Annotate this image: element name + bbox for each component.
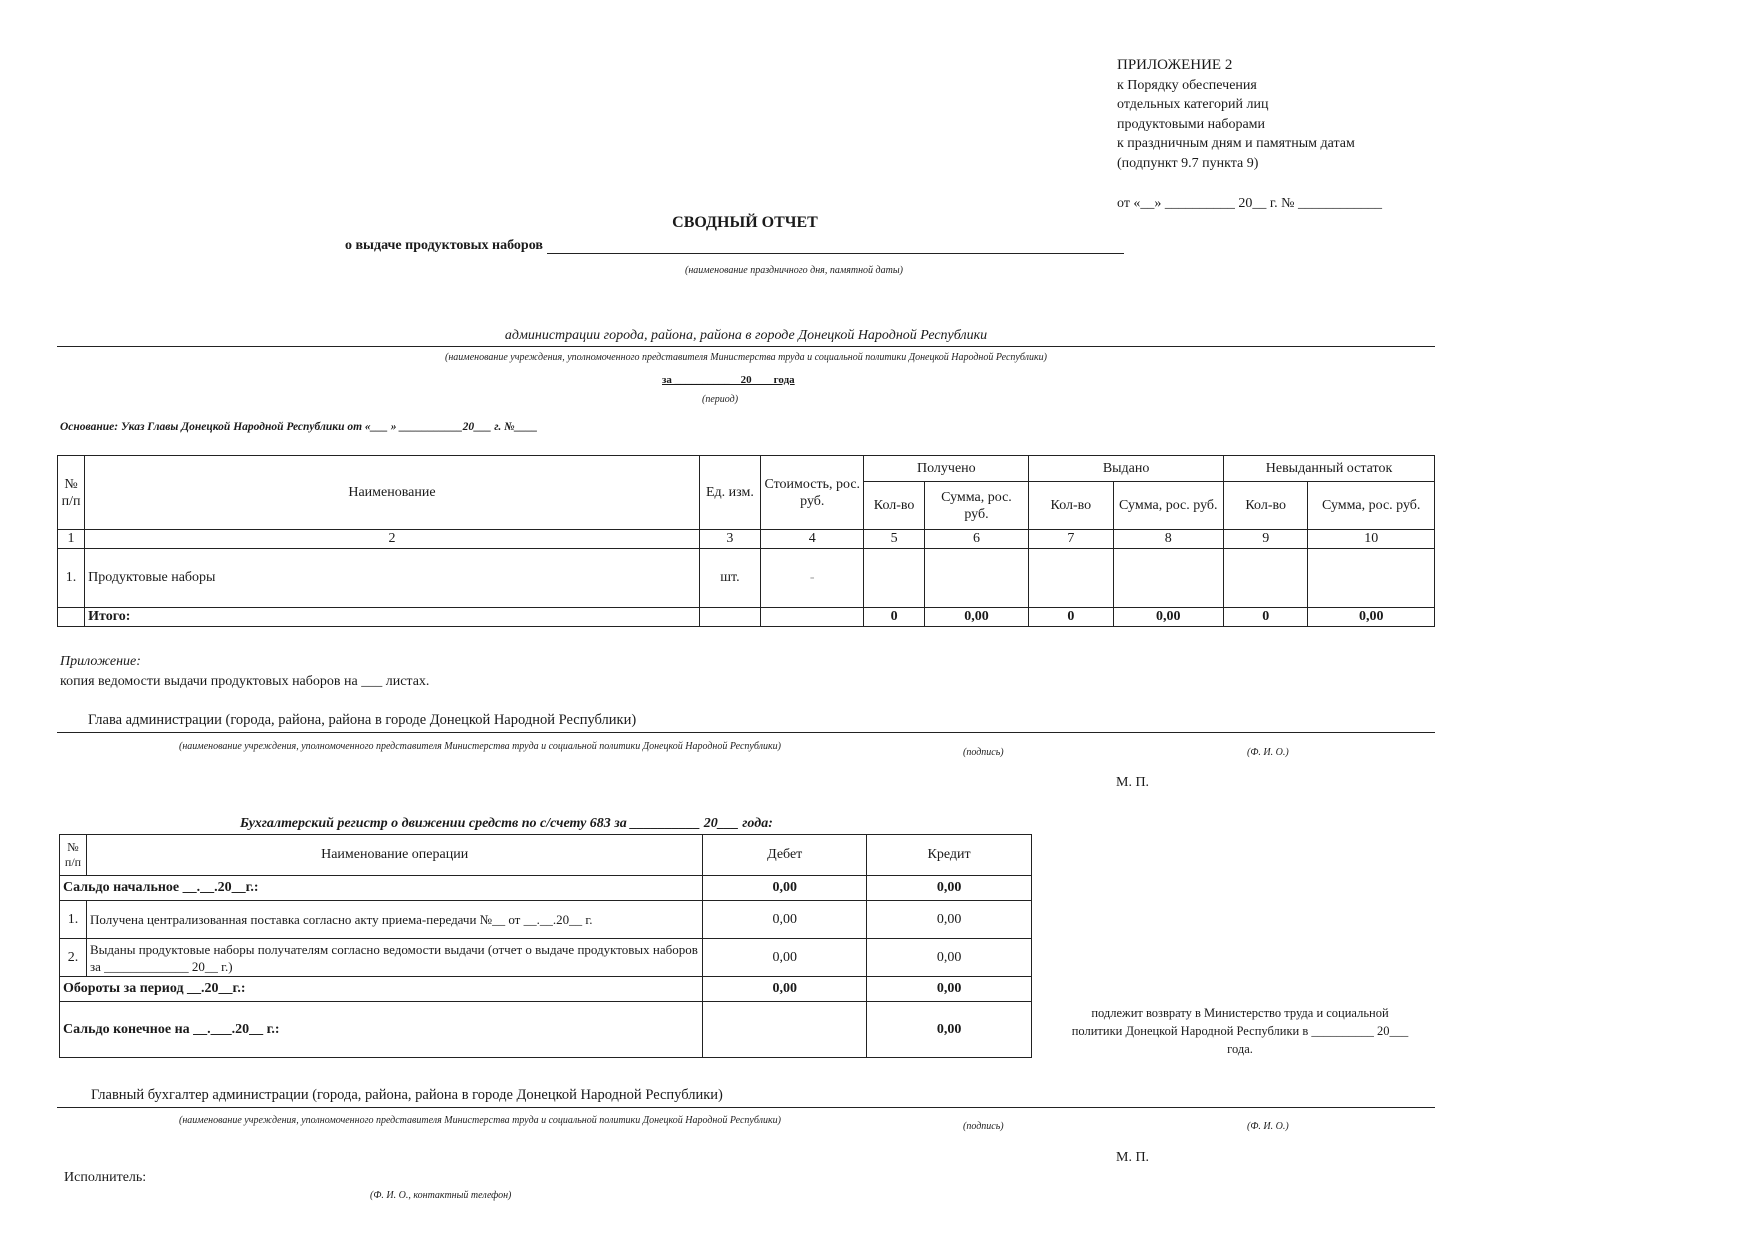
accountant-fio-hint: (Ф. И. О.)	[1247, 1121, 1289, 1132]
column-number-row	[58, 530, 1435, 549]
appendix-line: к Порядку обеспечения	[1117, 77, 1257, 93]
table-row	[58, 549, 1435, 608]
ledger-header-num: № п/п	[60, 835, 87, 876]
appendix-line: к праздничным дням и памятным датам	[1117, 136, 1355, 151]
header-received-sum: Сумма, рос. руб.	[924, 482, 1028, 530]
row-remaining-qty[interactable]	[1224, 549, 1308, 608]
executor-label: Исполнитель:	[64, 1170, 147, 1185]
ledger-table	[59, 834, 1032, 1058]
basis-line: Основание: Указ Главы Донецкой Народной Республики от «___ » ___________20___ г. №____	[60, 421, 538, 433]
header-issued-qty: Кол-во	[1029, 482, 1113, 530]
accountant-signature-block	[57, 1087, 1435, 1108]
table-row	[60, 939, 1032, 977]
table-row	[60, 901, 1032, 939]
row-unit: шт.	[699, 549, 760, 608]
total-received-qty: 0	[864, 608, 924, 627]
col-number: 3	[699, 530, 760, 549]
row-issued-qty[interactable]	[1029, 549, 1113, 608]
total-row	[58, 608, 1435, 627]
header-remaining-sum: Сумма, рос. руб.	[1308, 482, 1435, 530]
opening-label: Сальдо начальное __.__.20__г.:	[60, 876, 703, 901]
appendix-line: отдельных категорий лиц	[1117, 97, 1269, 112]
col-number: 6	[924, 530, 1028, 549]
ledger-header-operation: Наименование операции	[86, 835, 702, 876]
head-sign-hint: (подпись)	[963, 747, 1004, 758]
closing-label: Сальдо конечное на __.___.20__ г.:	[60, 1002, 703, 1058]
turnover-debit: 0,00	[703, 977, 867, 1002]
period-line: за __________ 20 года	[662, 374, 795, 386]
admin-hint: (наименование учреждения, уполномоченного представителя Министерства труда и социальной политики Донецкой Народной Республики)	[445, 352, 1047, 363]
ledger-row-credit[interactable]: 0,00	[867, 901, 1032, 939]
return-note-line: политики Донецкой Народной Республики в __________ 20___	[1071, 1024, 1409, 1038]
col-number: 2	[85, 530, 700, 549]
ledger-row-num: 1.	[60, 901, 87, 939]
accountant-stamp: М. П.	[1116, 1150, 1150, 1165]
header-received-qty: Кол-во	[864, 482, 924, 530]
report-subtitle	[345, 238, 1124, 254]
holiday-name-field[interactable]	[547, 239, 1124, 254]
header-received: Получено	[864, 456, 1029, 482]
ledger-turnover-row	[60, 977, 1032, 1002]
opening-debit: 0,00	[703, 876, 867, 901]
ledger-row-operation: Получена централизованная поставка согласно акту приема-передачи №__ от __.__.20__ г.	[86, 901, 702, 939]
appendix-note-label: Приложение:	[60, 654, 141, 669]
col-number: 5	[864, 530, 924, 549]
accountant-signature-title: Главный бухгалтер администрации (города, района, района в городе Донецкой Народной Республики)	[57, 1087, 1435, 1108]
ledger-row-operation: Выданы продуктовые наборы получателям согласно ведомости выдачи (отчет о выдаче продуктовых наборов за _____________ 20__ г.)	[86, 939, 702, 977]
total-unit	[699, 608, 760, 627]
opening-credit: 0,00	[867, 876, 1032, 901]
row-received-qty[interactable]	[864, 549, 924, 608]
head-fio-hint: (Ф. И. О.)	[1247, 747, 1289, 758]
head-stamp: М. П.	[1116, 775, 1150, 790]
appendix-line: продуктовыми наборами	[1117, 116, 1266, 132]
total-issued-qty: 0	[1029, 608, 1113, 627]
appendix-note	[60, 652, 429, 692]
row-issued-sum[interactable]	[1113, 549, 1223, 608]
summary-table	[57, 455, 1435, 627]
head-signature-block	[57, 712, 1435, 733]
return-note	[1030, 1004, 1450, 1058]
row-cost[interactable]: -	[761, 549, 864, 608]
head-signature-title: Глава администрации (города, района, района в городе Донецкой Народной Республики)	[57, 712, 1435, 733]
total-label: Итого:	[85, 608, 700, 627]
report-title: СВОДНЫЙ ОТЧЕТ	[672, 214, 818, 231]
report-subtitle-text: о выдаче продуктовых наборов	[345, 238, 543, 253]
return-note-line: подлежит возврату в Министерство труда и социальной	[1091, 1006, 1389, 1020]
row-num: 1.	[58, 549, 85, 608]
header-cost: Стоимость, рос. руб.	[761, 456, 864, 530]
return-note-line: года.	[1227, 1042, 1253, 1056]
col-number: 9	[1224, 530, 1308, 549]
total-remaining-qty: 0	[1224, 608, 1308, 627]
closing-credit: 0,00	[867, 1002, 1032, 1058]
turnover-credit: 0,00	[867, 977, 1032, 1002]
header-unit: Ед. изм.	[699, 456, 760, 530]
row-name: Продуктовые наборы	[85, 549, 700, 608]
ledger-header-debit: Дебет	[703, 835, 867, 876]
row-remaining-sum[interactable]	[1308, 549, 1435, 608]
col-number: 1	[58, 530, 85, 549]
holiday-hint: (наименование праздничного дня, памятной даты)	[685, 265, 903, 276]
header-name: Наименование	[85, 456, 700, 530]
header-remaining: Невыданный остаток	[1224, 456, 1435, 482]
header-remaining-qty: Кол-во	[1224, 482, 1308, 530]
total-issued-sum: 0,00	[1113, 608, 1223, 627]
head-org-hint: (наименование учреждения, уполномоченного представителя Министерства труда и социальной политики Донецкой Народной Республики)	[179, 741, 781, 752]
appendix-header	[1117, 56, 1355, 173]
ledger-row-credit[interactable]: 0,00	[867, 939, 1032, 977]
header-issued: Выдано	[1029, 456, 1224, 482]
header-issued-sum: Сумма, рос. руб.	[1113, 482, 1223, 530]
admin-line: администрации города, района, района в городе Донецкой Народной Республики	[57, 328, 1435, 347]
accountant-sign-hint: (подпись)	[963, 1121, 1004, 1132]
period-hint: (период)	[702, 394, 739, 405]
ledger-title: Бухгалтерский регистр о движении средств по с/счету 683 за __________ 20___ года:	[240, 816, 773, 831]
total-cost	[761, 608, 864, 627]
appendix-note-text: копия ведомости выдачи продуктовых наборов на ___ листах.	[60, 674, 430, 689]
ledger-row-num: 2.	[60, 939, 87, 977]
ledger-row-debit[interactable]: 0,00	[703, 901, 867, 939]
row-received-sum[interactable]	[924, 549, 1028, 608]
ledger-header-credit: Кредит	[867, 835, 1032, 876]
col-number: 7	[1029, 530, 1113, 549]
total-remaining-sum: 0,00	[1308, 608, 1435, 627]
header-num: № п/п	[58, 456, 85, 530]
ledger-closing-row	[60, 1002, 1032, 1058]
executor-hint: (Ф. И. О., контактный телефон)	[370, 1190, 512, 1201]
closing-debit	[703, 1002, 867, 1058]
col-number: 4	[761, 530, 864, 549]
ledger-opening-row	[60, 876, 1032, 901]
ledger-row-debit[interactable]: 0,00	[703, 939, 867, 977]
col-number: 8	[1113, 530, 1223, 549]
appendix-date-line: от «__» __________ 20__ г. № ____________	[1117, 196, 1382, 211]
accountant-org-hint: (наименование учреждения, уполномоченного представителя Министерства труда и социальной политики Донецкой Народной Республики)	[179, 1115, 781, 1126]
total-received-sum: 0,00	[924, 608, 1028, 627]
col-number: 10	[1308, 530, 1435, 549]
appendix-line: (подпункт 9.7 пункта 9)	[1117, 155, 1259, 171]
turnover-label: Обороты за период __.20__г.:	[60, 977, 703, 1002]
total-num	[58, 608, 85, 627]
appendix-title: ПРИЛОЖЕНИЕ 2	[1117, 57, 1233, 73]
